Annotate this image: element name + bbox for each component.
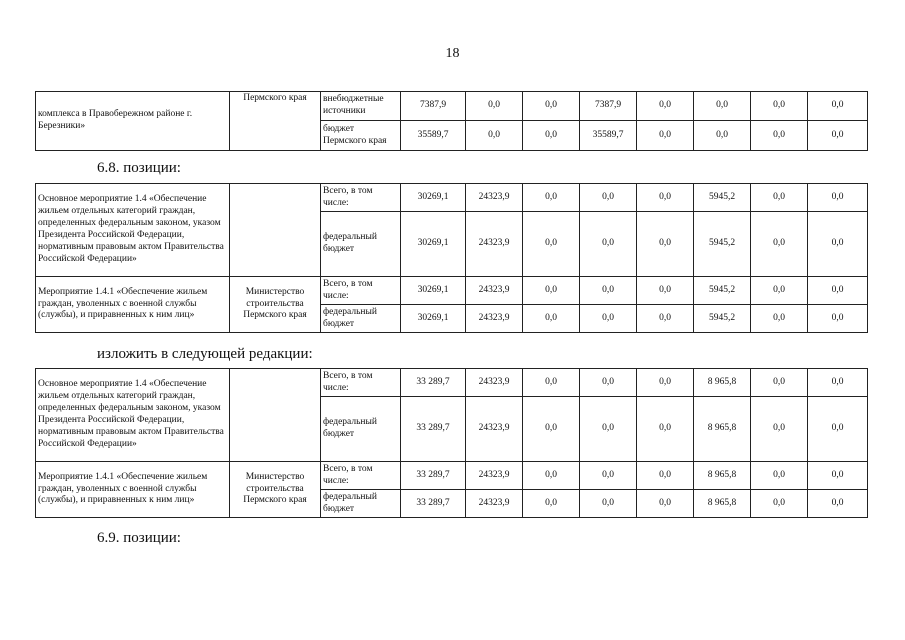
- cell-value: 0,0: [637, 212, 694, 277]
- funding-source: бюджет Пермского края: [321, 121, 401, 151]
- cell-value: 0,0: [751, 92, 808, 121]
- cell-value: 0,0: [580, 212, 637, 277]
- table-row: [36, 184, 868, 212]
- table-row: [36, 369, 868, 397]
- cell-value: 0,0: [523, 277, 580, 305]
- cell-value: 0,0: [637, 462, 694, 490]
- table-new-version: [35, 368, 868, 518]
- cell-value: 7387,9: [580, 92, 637, 121]
- cell-value: 8 965,8: [694, 369, 751, 397]
- executor: [230, 369, 321, 462]
- cell-value: 0,0: [637, 397, 694, 462]
- page-number: 18: [445, 46, 460, 61]
- cell-value: 0,0: [523, 92, 580, 121]
- cell-value: 0,0: [751, 490, 808, 518]
- executor: Пермского края: [230, 92, 321, 151]
- cell-value: 24323,9: [466, 397, 523, 462]
- cell-value: 0,0: [808, 92, 868, 121]
- cell-value: 33 289,7: [401, 462, 466, 490]
- cell-value: 0,0: [580, 462, 637, 490]
- cell-value: 0,0: [751, 184, 808, 212]
- cell-value: 33 289,7: [401, 397, 466, 462]
- executor: Министерство строительства Пермского края: [230, 462, 321, 518]
- table-row: [36, 462, 868, 490]
- cell-value: 24323,9: [466, 369, 523, 397]
- cell-value: 0,0: [751, 462, 808, 490]
- cell-value: 0,0: [523, 490, 580, 518]
- main-measure-name: Основное мероприятие 1.4 «Обеспечение жильем отдельных категорий граждан, определенных федеральным законом, указом Президента Российской Федерации, нормативным правовым актом Правительства Российской Федерации»: [36, 184, 230, 277]
- cell-value: 0,0: [637, 369, 694, 397]
- cell-value: 0,0: [751, 397, 808, 462]
- funding-source: внебюджетные источники: [321, 92, 401, 121]
- table-old-version: [35, 183, 868, 333]
- sub-measure-name: Мероприятие 1.4.1 «Обеспечение жильем граждан, уволенных с военной службы (службы), и приравненных к ним лиц»: [36, 462, 230, 518]
- cell-value: 8 965,8: [694, 490, 751, 518]
- cell-value: 0,0: [751, 212, 808, 277]
- cell-value: 0,0: [523, 184, 580, 212]
- cell-value: 0,0: [523, 397, 580, 462]
- cell-value: 24323,9: [466, 462, 523, 490]
- cell-value: 0,0: [637, 490, 694, 518]
- cell-value: 0,0: [808, 212, 868, 277]
- executor: Министерство строительства Пермского края: [230, 277, 321, 333]
- cell-value: 33 289,7: [401, 369, 466, 397]
- cell-value: 0,0: [637, 121, 694, 151]
- cell-value: 30269,1: [401, 184, 466, 212]
- table-row: [36, 277, 868, 305]
- cell-value: 0,0: [694, 92, 751, 121]
- cell-value: 35589,7: [580, 121, 637, 151]
- funding-source: Всего, в том числе:: [321, 462, 401, 490]
- cell-value: 5945,2: [694, 305, 751, 333]
- cell-value: 30269,1: [401, 212, 466, 277]
- cell-value: 0,0: [694, 121, 751, 151]
- cell-value: 0,0: [808, 397, 868, 462]
- cell-value: 0,0: [751, 121, 808, 151]
- cell-value: 0,0: [637, 184, 694, 212]
- cell-value: 0,0: [751, 277, 808, 305]
- cell-value: 7387,9: [401, 92, 466, 121]
- funding-source: федеральный бюджет: [321, 490, 401, 518]
- funding-source: Всего, в том числе:: [321, 369, 401, 397]
- section-heading-new-version: изложить в следующей редакции:: [97, 346, 313, 362]
- sub-measure-name: Мероприятие 1.4.1 «Обеспечение жильем граждан, уволенных с военной службы (службы), и приравненных к ним лиц»: [36, 277, 230, 333]
- cell-value: 0,0: [580, 397, 637, 462]
- cell-value: 0,0: [523, 121, 580, 151]
- measure-name: комплекса в Правобережном районе г. Березники»: [36, 92, 230, 151]
- cell-value: 0,0: [808, 462, 868, 490]
- cell-value: 0,0: [637, 277, 694, 305]
- cell-value: 0,0: [808, 277, 868, 305]
- cell-value: 0,0: [580, 305, 637, 333]
- cell-value: 0,0: [580, 369, 637, 397]
- cell-value: 0,0: [580, 184, 637, 212]
- cell-value: 24323,9: [466, 490, 523, 518]
- cell-value: 5945,2: [694, 277, 751, 305]
- cell-value: 0,0: [580, 277, 637, 305]
- funding-source: федеральный бюджет: [321, 397, 401, 462]
- cell-value: 0,0: [808, 305, 868, 333]
- cell-value: 8 965,8: [694, 397, 751, 462]
- cell-value: 0,0: [808, 369, 868, 397]
- funding-source: федеральный бюджет: [321, 305, 401, 333]
- cell-value: 0,0: [523, 369, 580, 397]
- cell-value: 5945,2: [694, 184, 751, 212]
- cell-value: 0,0: [466, 121, 523, 151]
- cell-value: 35589,7: [401, 121, 466, 151]
- cell-value: 30269,1: [401, 305, 466, 333]
- cell-value: 8 965,8: [694, 462, 751, 490]
- cell-value: 30269,1: [401, 277, 466, 305]
- funding-source: Всего, в том числе:: [321, 184, 401, 212]
- executor: [230, 184, 321, 277]
- cell-value: 0,0: [808, 121, 868, 151]
- cell-value: 24323,9: [466, 305, 523, 333]
- main-measure-name: Основное мероприятие 1.4 «Обеспечение жильем отдельных категорий граждан, определенных федеральным законом, указом Президента Российской Федерации, нормативным правовым актом Правительства Российской Федерации»: [36, 369, 230, 462]
- cell-value: 33 289,7: [401, 490, 466, 518]
- cell-value: 0,0: [751, 369, 808, 397]
- cell-value: 0,0: [637, 92, 694, 121]
- cell-value: 0,0: [466, 92, 523, 121]
- cell-value: 0,0: [751, 305, 808, 333]
- cell-value: 24323,9: [466, 184, 523, 212]
- funding-source: Всего, в том числе:: [321, 277, 401, 305]
- cell-value: 5945,2: [694, 212, 751, 277]
- table-continuation: [35, 91, 868, 151]
- cell-value: 0,0: [808, 490, 868, 518]
- cell-value: 0,0: [523, 462, 580, 490]
- section-heading-6-8: 6.8. позиции:: [97, 160, 181, 176]
- cell-value: 0,0: [523, 212, 580, 277]
- cell-value: 0,0: [637, 305, 694, 333]
- cell-value: 0,0: [808, 184, 868, 212]
- cell-value: 0,0: [523, 305, 580, 333]
- cell-value: 0,0: [580, 490, 637, 518]
- cell-value: 24323,9: [466, 277, 523, 305]
- section-heading-6-9: 6.9. позиции:: [97, 530, 181, 546]
- cell-value: 24323,9: [466, 212, 523, 277]
- table-row: [36, 92, 868, 121]
- funding-source: федеральный бюджет: [321, 212, 401, 277]
